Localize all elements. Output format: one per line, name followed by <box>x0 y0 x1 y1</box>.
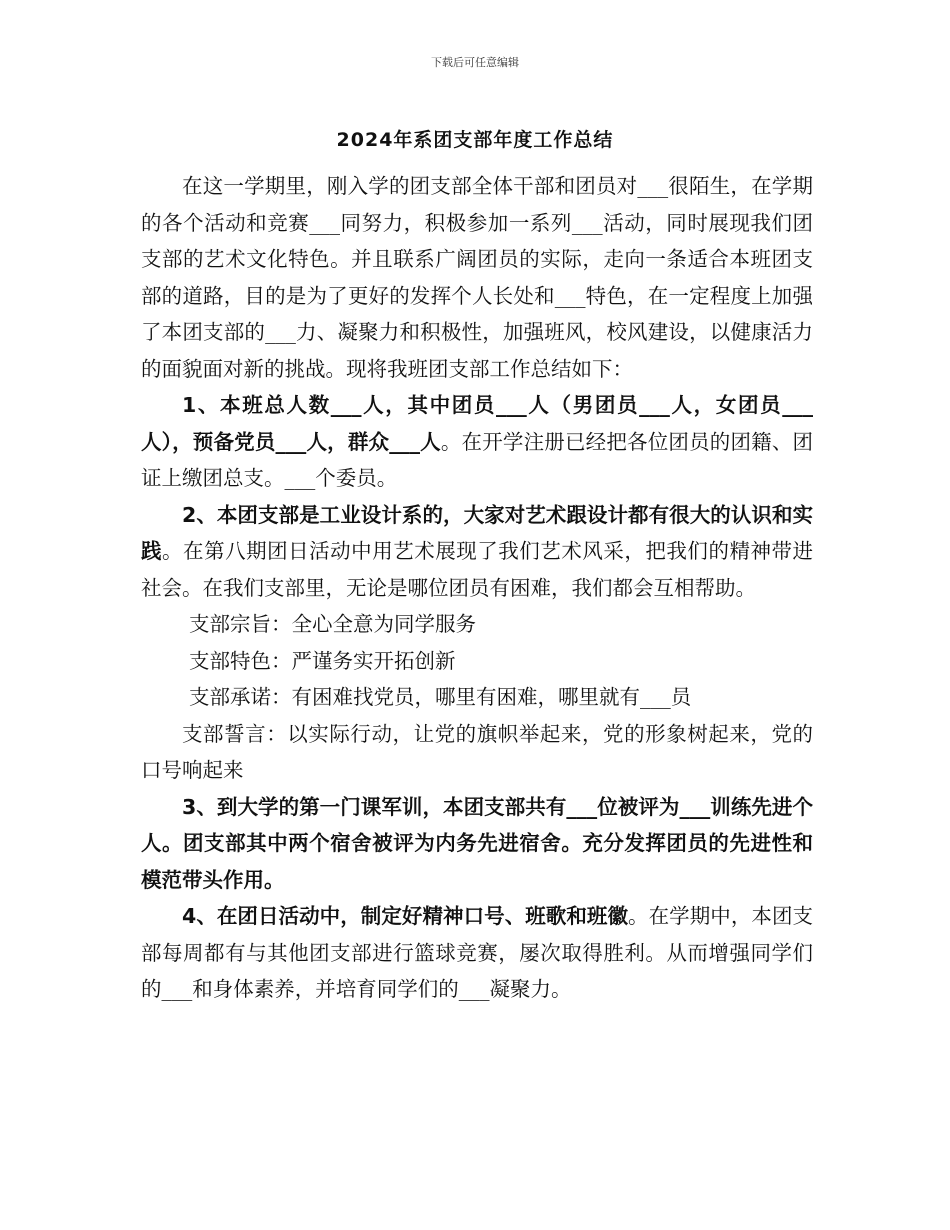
motto-promise: 支部承诺：有困难找党员，哪里有困难，哪里就有___员 <box>189 685 692 709</box>
item-4-bold: 4、在团日活动中，制定好精神口号、班歌和班徽 <box>182 904 629 928</box>
motto-oath: 支部誓言：以实际行动，让党的旗帜举起来，党的形象树起来，党的口号响起来 <box>141 721 813 782</box>
header-note: 下载后可任意编辑 <box>431 56 519 69</box>
motto-feature: 支部特色：严谨务实开拓创新 <box>189 648 456 673</box>
document-title: 2024年系团支部年度工作总结 <box>336 129 614 151</box>
item-2-text: 。在第八期团日活动中用艺术展现了我们艺术风采，把我们的精神带进社会。在我们支部里，无论是哪位团员有困难，我们都会互相帮助。 <box>141 539 814 600</box>
motto-purpose: 支部宗旨：全心全意为同学服务 <box>189 612 476 636</box>
item-3-paragraph: 3、到大学的第一门课军训，本团支部共有___位被评为___训练先进个人。团支部其中两个宿舍被评为内务先进宿舍。充分发挥团员的先进性和模范带头作用。 <box>141 794 813 892</box>
item-2-bold: 2、本团支部是工业设计系的，大家对艺术跟设计都有很大的认识和实践 <box>141 502 813 563</box>
item-1-bold: 1、本班总人数___人，其中团员___人（男团员___人，女团员___人），预备党员___人，群众___人 <box>141 393 813 454</box>
item-4-paragraph <box>141 898 813 1008</box>
item-4-text: 。在学期中，本团支部每周都有与其他团支部进行篮球竞赛，屡次取得胜利。从而增强同学们的___和身体素养，并培育同学们的___凝聚力。 <box>141 904 814 1001</box>
item-1-text: 。在开学注册已经把各位团员的团籍、团证上缴团总支。___个委员。 <box>141 429 814 490</box>
intro-paragraph: 在这一学期里，刚入学的团支部全体干部和团员对___很陌生，在学期的各个活动和竞赛___同努力，积极参加一系列___活动，同时展现我们团支部的艺术文化特色。并且联系广阔团员的实际，走向一条适合本班团支部的道路，目的是为了更好的发挥个人长处和___特色，在一定程度上加强了本团支部的___力、凝聚力和积极性，加强班风，校风建设，以健康活力的面貌面对新的挑战。现将我班团支部工作总结如下： <box>141 174 813 381</box>
item-1-paragraph <box>141 387 813 497</box>
item-2-paragraph <box>141 497 813 607</box>
document-body <box>141 168 813 1008</box>
